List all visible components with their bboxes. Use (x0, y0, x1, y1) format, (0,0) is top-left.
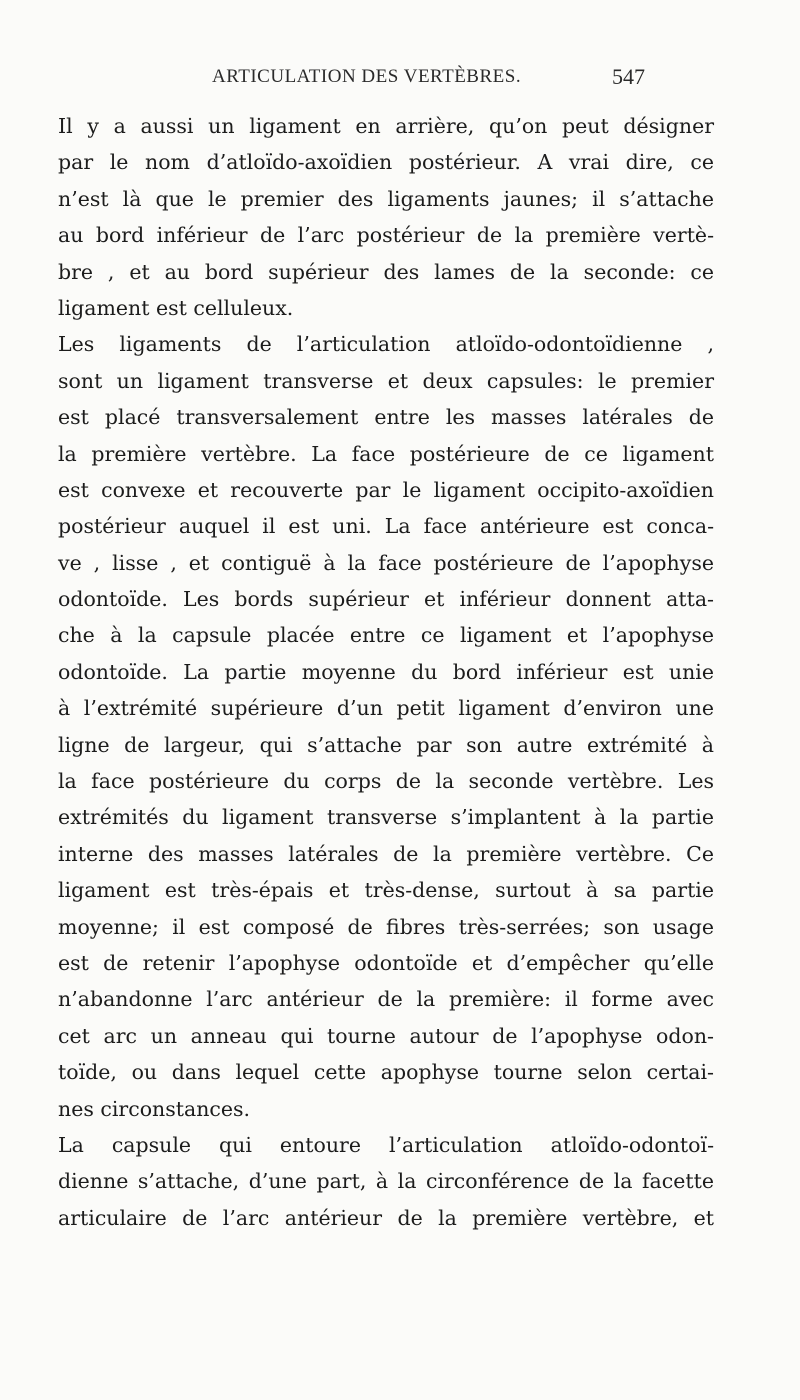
text-line: moyenne; il est composé de fibres très-serrées; son usage (58, 914, 714, 939)
running-title: ARTICULATION DES VERTÈBRES. (212, 66, 522, 87)
text-line: est convexe et recouverte par le ligament occipito-axoïdien (58, 477, 714, 502)
text-line: au bord inférieur de l’arc postérieur de la première vertè- (58, 223, 714, 248)
text-line: ligne de largeur, qui s’attache par son autre extrémité à (58, 732, 714, 757)
body-text (58, 108, 714, 1236)
text-line: ligament est celluleux. (58, 295, 294, 320)
text-line: à l’extrémité supérieure d’un petit ligament d’environ une (58, 696, 714, 721)
text-line: interne des masses latérales de la première vertèbre. Ce (58, 841, 714, 866)
text-line: nes circonstances. (58, 1096, 251, 1121)
text-line: ligament est très-épais et très-dense, surtout à sa partie (58, 878, 714, 903)
text-line: extrémités du ligament transverse s’implantent à la partie (58, 805, 714, 830)
text-line: cet arc un anneau qui tourne autour de l’apophyse odon- (58, 1023, 714, 1048)
text-line: odontoïde. La partie moyenne du bord inférieur est unie (58, 659, 714, 684)
text-line: toïde, ou dans lequel cette apophyse tourne selon certai- (58, 1060, 714, 1085)
text-line: la première vertèbre. La face postérieure de ce ligament (58, 441, 714, 466)
text-line: par le nom d’atloïdo-axoïdien postérieur. A vrai dire, ce (58, 150, 714, 175)
text-line: dienne s’attache, d’une part, à la circonférence de la facette (58, 1169, 714, 1194)
text-line: est de retenir l’apophyse odontoïde et d’empêcher qu’elle (58, 950, 714, 975)
text-line: n’abandonne l’arc antérieur de la première: il forme avec (58, 987, 714, 1012)
text-line: articulaire de l’arc antérieur de la première vertèbre, et (58, 1205, 714, 1230)
page-header (0, 64, 800, 94)
text-line: n’est là que le premier des ligaments jaunes; il s’attache (58, 186, 714, 211)
text-line: che à la capsule placée entre ce ligament et l’apophyse (58, 623, 714, 648)
text-line: Il y a aussi un ligament en arrière, qu’on peut désigner (58, 114, 714, 138)
text-line: ve , lisse , et contiguë à la face postérieure de l’apophyse (58, 550, 714, 575)
text-line: sont un ligament transverse et deux capsules: le premier (58, 368, 714, 393)
text-line: Les ligaments de l’articulation atloïdo-odontoïdienne , (58, 332, 714, 357)
text-line: la face postérieure du corps de la seconde vertèbre. Les (58, 769, 714, 794)
text-line: est placé transversalement entre les masses latérales de (58, 405, 714, 430)
text-line: postérieur auquel il est uni. La face antérieure est conca- (58, 514, 714, 539)
text-line: bre , et au bord supérieur des lames de la seconde: ce (58, 259, 714, 284)
page-number: 547 (612, 64, 645, 89)
text-line: La capsule qui entoure l’articulation atloïdo-odontoï- (58, 1132, 714, 1157)
text-line: odontoïde. Les bords supérieur et inférieur donnent atta- (58, 587, 714, 612)
